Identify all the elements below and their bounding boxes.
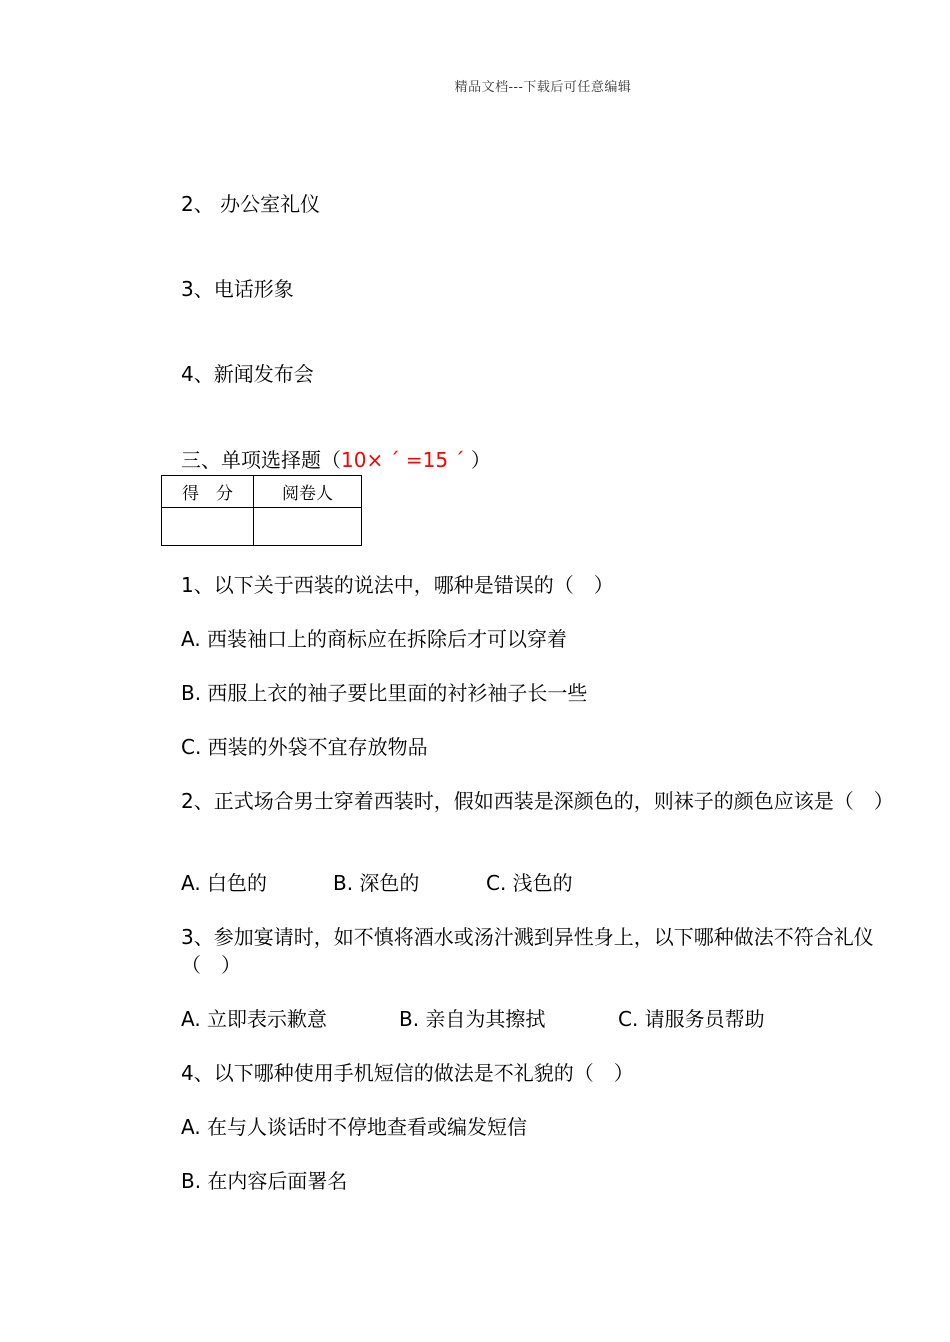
question-4-option-a: A. 在与人谈话时不停地查看或编发短信 — [181, 1115, 528, 1139]
question-3: 3、参加宴请时，如不慎将酒水或汤汁溅到异性身上，以下哪种做法不符合礼仪（ ） — [181, 925, 874, 977]
score-table — [161, 475, 362, 546]
question-2-option-a: A. 白色的 — [181, 871, 268, 895]
section3-title-text: 三、单项选择题（ — [181, 448, 341, 472]
question-3-option-b: B. 亲自为其擦拭 — [399, 1007, 546, 1031]
grader-header: 阅卷人 — [254, 476, 362, 508]
grader-cell — [254, 508, 362, 546]
item-office-etiquette: 2、 办公室礼仪 — [181, 192, 321, 216]
question-1-option-a: A. 西装袖口上的商标应在拆除后才可以穿着 — [181, 627, 568, 651]
question-4-option-b: B. 在内容后面署名 — [181, 1169, 348, 1193]
question-3-option-c: C. 请服务员帮助 — [618, 1007, 765, 1031]
page-header: 精品文档---下载后可任意编辑 — [454, 80, 632, 95]
item-phone-image: 3、电话形象 — [181, 277, 294, 301]
section3-title — [181, 446, 491, 474]
question-3-options — [181, 1005, 765, 1033]
question-3-option-a: A. 立即表示歉意 — [181, 1007, 328, 1031]
question-1-option-b: B. 西服上衣的袖子要比里面的衬衫袖子长一些 — [181, 681, 588, 705]
question-2: 2、正式场合男士穿着西装时，假如西装是深颜色的，则袜子的颜色应该是（ ） — [181, 789, 894, 813]
question-2-option-b: B. 深色的 — [333, 871, 420, 895]
item-press-conference: 4、新闻发布会 — [181, 362, 314, 386]
question-4: 4、以下哪种使用手机短信的做法是不礼貌的（ ） — [181, 1061, 634, 1085]
section3-score-formula: 10× ´ =15 ´ — [341, 448, 471, 472]
section3-title-close: ） — [470, 448, 491, 472]
question-1: 1、以下关于西装的说法中，哪种是错误的（ ） — [181, 573, 614, 597]
question-2-options — [181, 869, 573, 897]
score-header: 得 分 — [162, 476, 254, 508]
score-cell — [162, 508, 254, 546]
question-2-option-c: C. 浅色的 — [486, 871, 573, 895]
question-1-option-c: C. 西装的外袋不宜存放物品 — [181, 735, 428, 759]
